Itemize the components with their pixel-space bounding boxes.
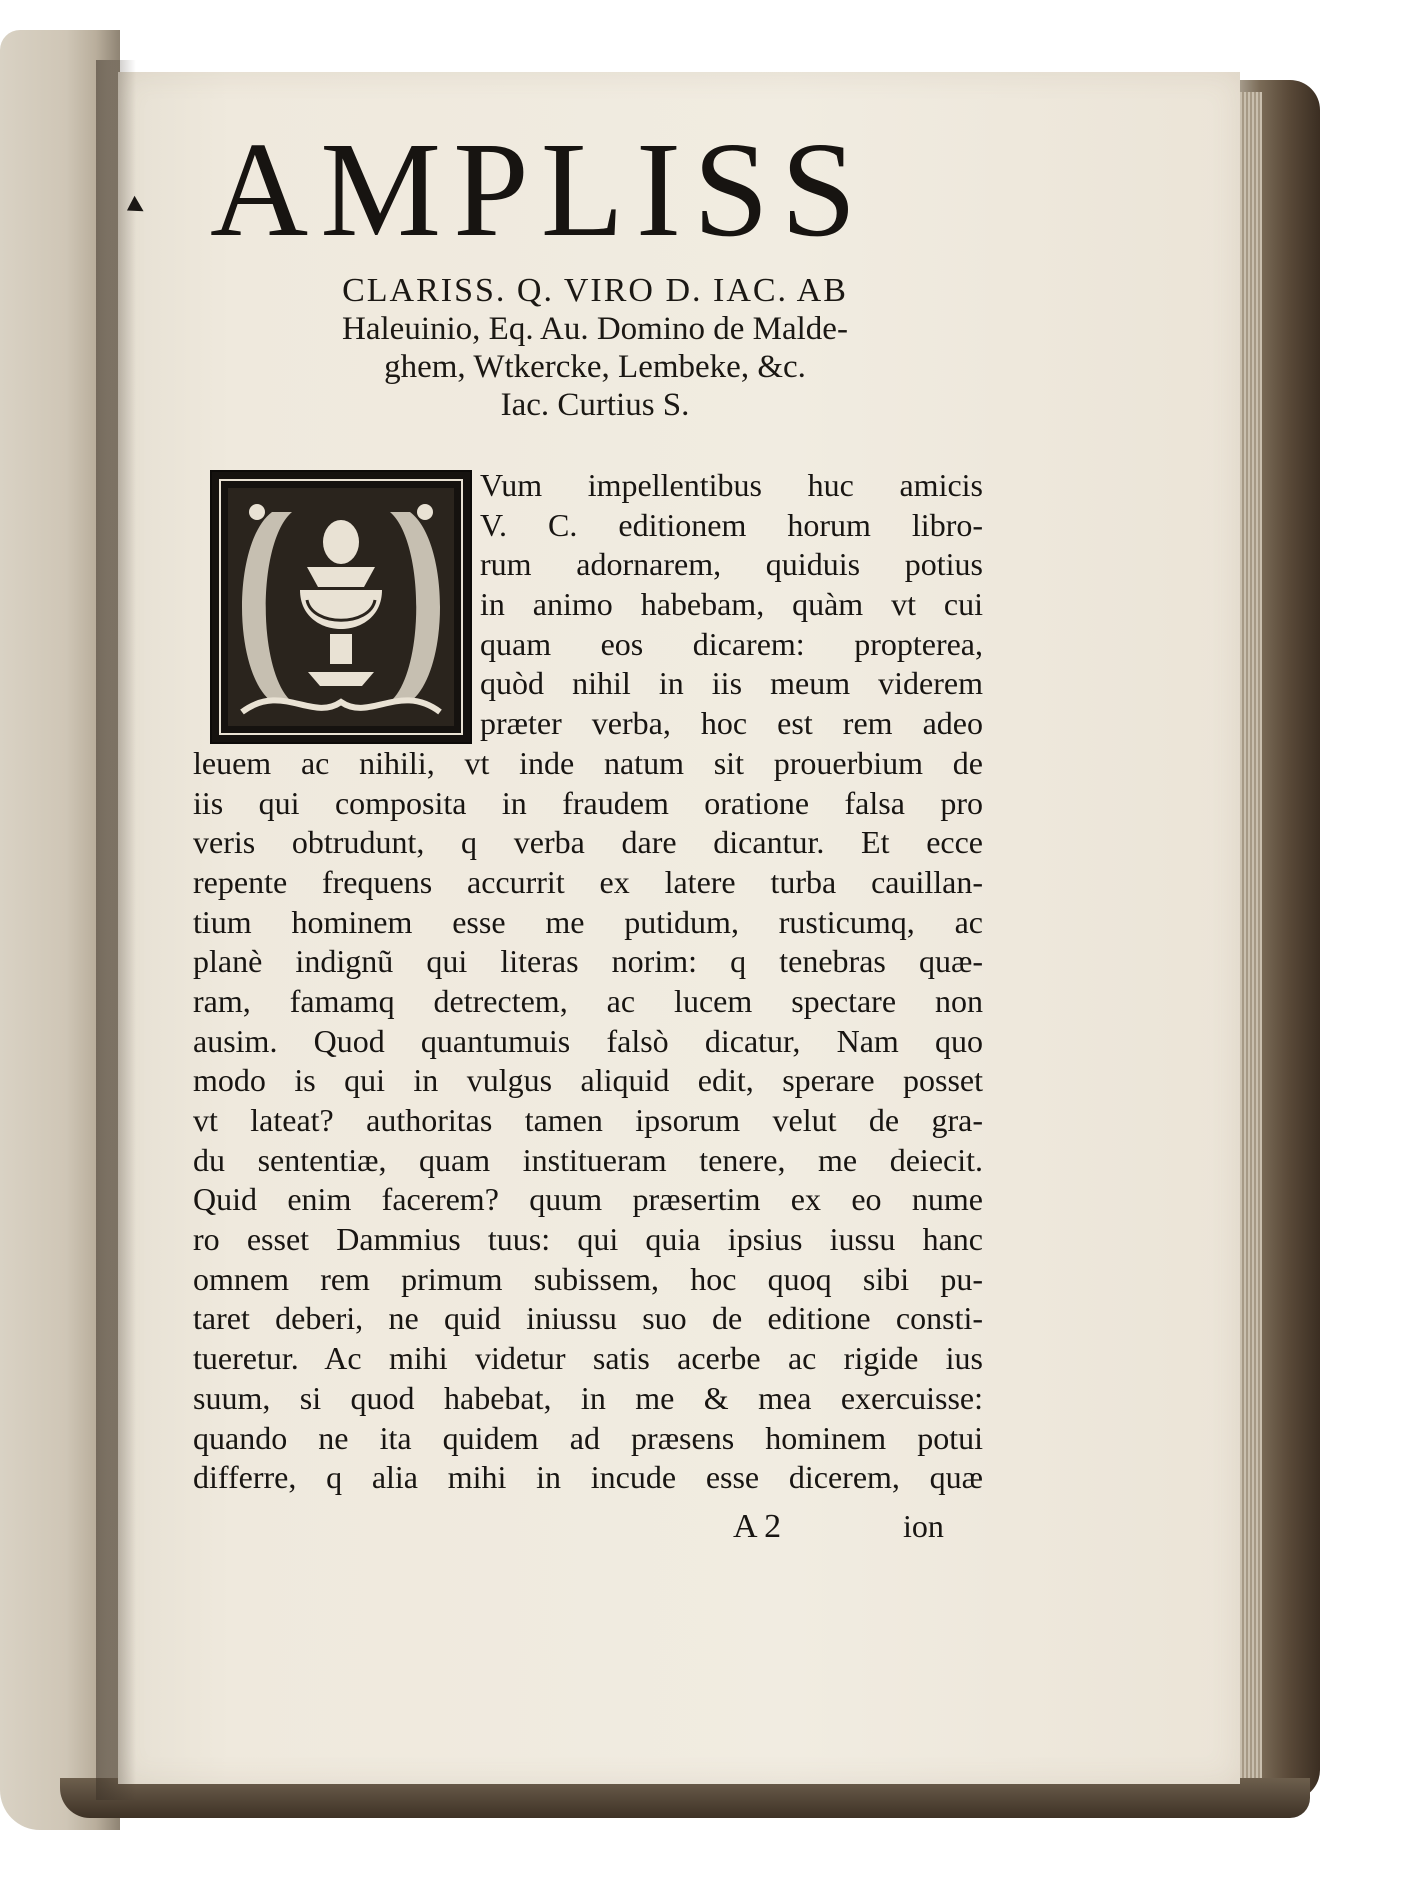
text-line: quòd nihil in iis meum viderem: [480, 665, 983, 702]
gutter-shadow: [96, 60, 136, 1800]
text-line: tueretur. Ac mihi videtur satis acerbe ac rigide ius: [193, 1340, 983, 1377]
text-line: differre, q alia mihi in incude esse dicerem, quæ: [193, 1459, 983, 1496]
dedication-line: CLARISS. Q. VIRO D. IAC. AB: [342, 272, 848, 309]
dedication: [205, 272, 985, 424]
text-line: in animo habebam, quàm vt cui: [480, 586, 983, 623]
text-line: suum, si quod habebat, in me & mea exercuisse:: [193, 1379, 983, 1416]
page-title: AMPLISS: [210, 115, 869, 265]
dedication-line: ghem, Wtkercke, Lembeke, &c.: [384, 349, 806, 385]
text-line: Quid enim facerem? quum præsertim ex eo nume: [193, 1181, 983, 1218]
text-line: du sententiæ, quam institueram tenere, me deiecit.: [193, 1141, 983, 1178]
text-line: præter verba, hoc est rem adeo: [480, 705, 983, 742]
body-text: [193, 466, 983, 1498]
text-line: ro esset Dammius tuus: qui quia ipsius iussu hanc: [193, 1221, 983, 1258]
text-line: vt lateat? authoritas tamen ipsorum velut de gra-: [193, 1102, 983, 1138]
text-line: omnem rem primum subissem, hoc quoq sibi pu-: [193, 1260, 983, 1297]
catchword: ion: [903, 1508, 944, 1544]
text-line: tium hominem esse me putidum, rusticumq, ac: [193, 903, 983, 940]
text-line: quam eos dicarem: propterea,: [480, 625, 983, 662]
text-line: Vum impellentibus huc amicis: [480, 467, 983, 503]
text-line: V. C. editionem horum libro-: [480, 506, 983, 543]
text-line: ram, famamq detrectem, ac lucem spectare non: [193, 982, 983, 1019]
text-line: veris obtrudunt, q verba dare dicantur. Et ecce: [193, 824, 983, 861]
dedication-line: Haleuinio, Eq. Au. Domino de Malde-: [342, 311, 848, 347]
signature-mark: A 2: [733, 1508, 782, 1545]
text-line: ausim. Quod quantumuis falsò dicatur, Nam quo: [193, 1022, 983, 1059]
text-line: planè indignũ qui literas norim: q tenebras quæ-: [193, 943, 983, 980]
book-bottom-edge: [60, 1778, 1310, 1818]
text-line: leuem ac nihili, vt inde natum sit prouerbium de: [193, 744, 983, 781]
text-line: modo is qui in vulgus aliquid edit, sperare posset: [193, 1062, 983, 1099]
text-line: quando ne ita quidem ad præsens hominem potui: [193, 1419, 983, 1456]
text-line: rum adornarem, quiduis potius: [480, 546, 983, 583]
dedication-line: Iac. Curtius S.: [500, 387, 690, 423]
text-line: taret deberi, ne quid iniussu suo de editione consti-: [193, 1300, 983, 1337]
text-line: iis qui composita in fraudem oratione falsa pro: [193, 784, 983, 821]
text-line: repente frequens accurrit ex latere turba cauillan-: [193, 863, 983, 900]
